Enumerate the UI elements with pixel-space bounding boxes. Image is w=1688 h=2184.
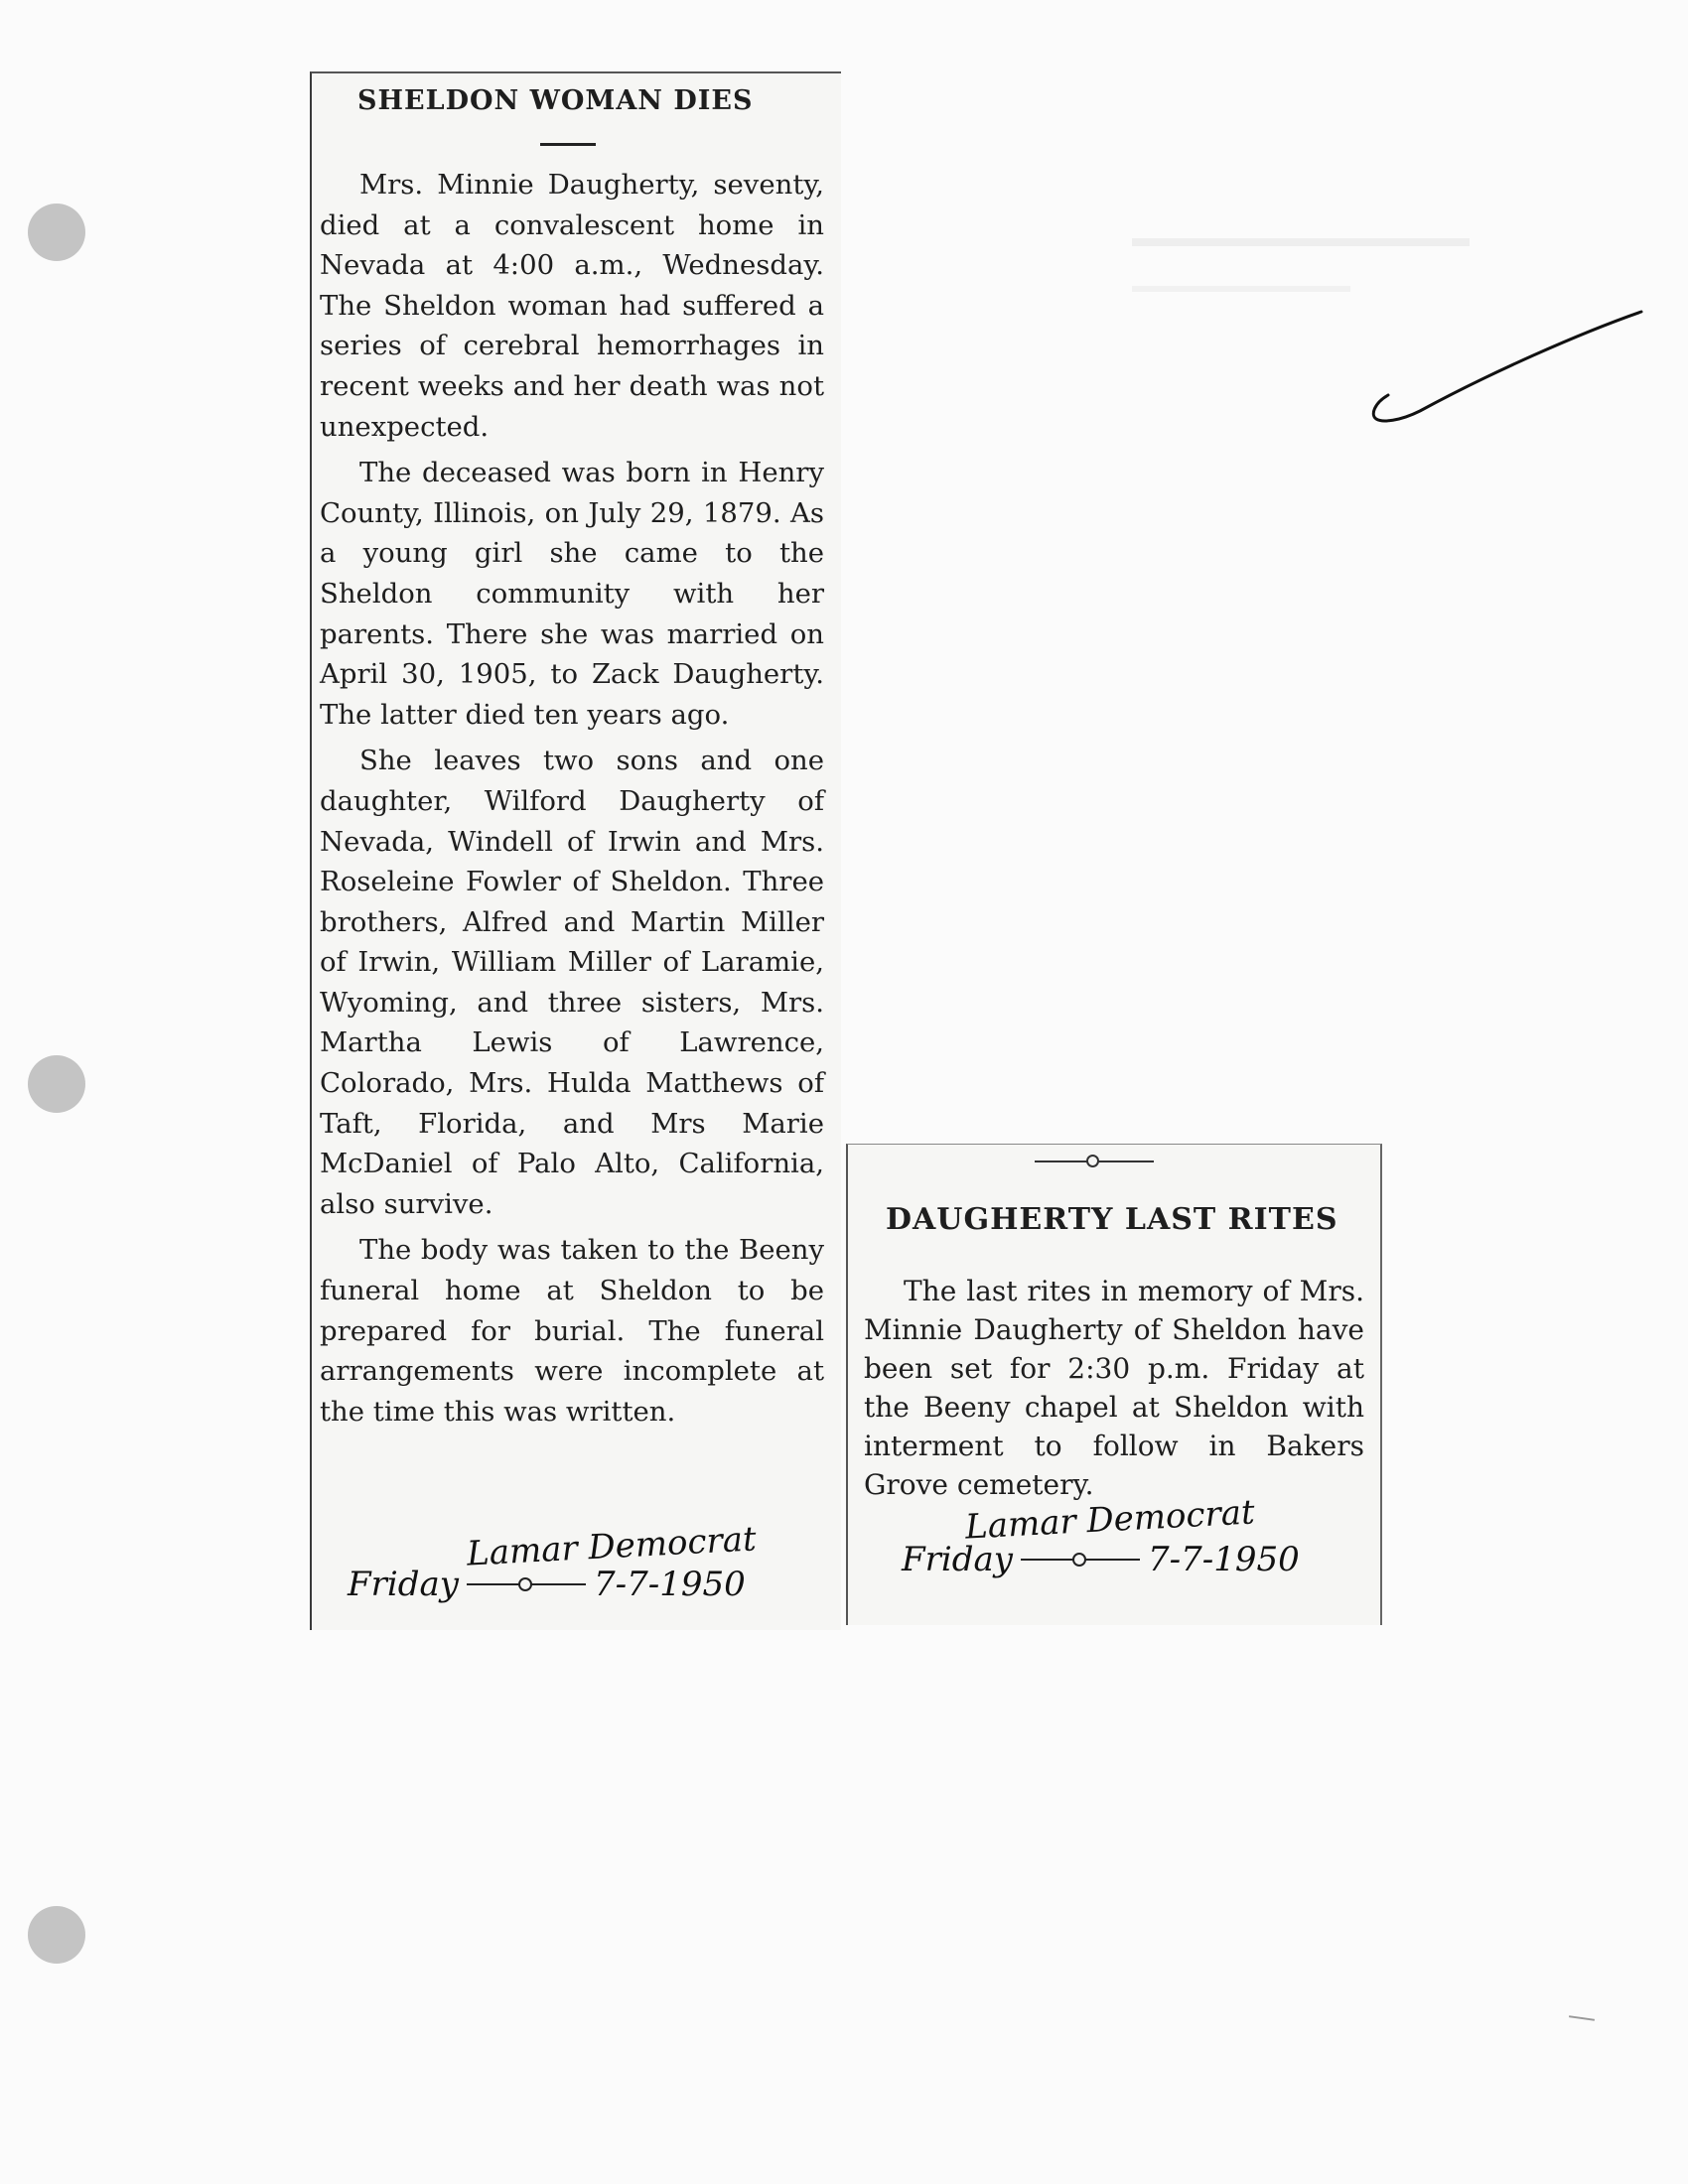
obituary-paragraph: The body was taken to the Beeny funeral home at Sheldon to be prepared for burial. The funeral arrangements were incomplete at the time this was written. bbox=[320, 1234, 824, 1428]
dash-ornament bbox=[1035, 1160, 1154, 1162]
punch-hole-bottom bbox=[28, 1906, 85, 1964]
handwritten-source: Lamar Democrat bbox=[466, 1519, 758, 1574]
obituary-headline: SHELDON WOMAN DIES bbox=[357, 85, 754, 116]
punch-hole-middle bbox=[28, 1055, 85, 1113]
handwritten-date: 7-7-1950 bbox=[593, 1565, 746, 1604]
dash-ornament bbox=[1021, 1559, 1140, 1561]
last-rites-headline: DAUGHERTY LAST RITES bbox=[886, 1202, 1338, 1237]
obituary-clipping bbox=[310, 71, 841, 1630]
handwritten-date-line bbox=[902, 1540, 1300, 1579]
handwritten-day: Friday bbox=[348, 1565, 459, 1604]
last-rites-body bbox=[864, 1272, 1364, 1510]
punch-hole-top bbox=[28, 204, 85, 261]
obituary-paragraph: The deceased was born in Henry County, Illinois, on July 29, 1879. As a young girl she came to the Sheldon community with her parents. There she was married on April 30, 1905, to Zack Daugherty. The latter died ten years ago. bbox=[320, 457, 824, 731]
handwritten-date-line bbox=[348, 1565, 746, 1604]
obituary-body bbox=[320, 165, 824, 1437]
last-rites-paragraph: The last rites in memory of Mrs. Minnie Daugherty of Sheldon have been set for 2:30 p.m. Friday at the Beeny chapel at Sheldon with interment to follow in Bakers Grove cemetery. bbox=[864, 1275, 1364, 1501]
obituary-paragraph: Mrs. Minnie Daugherty, seventy, died at a convalescent home in Nevada at 4:00 a.m., Wednesday. The Sheldon woman had suffered a series of cerebral hemorrhages in recent weeks and her death was not unexpected. bbox=[320, 169, 824, 443]
last-rites-clipping bbox=[846, 1144, 1382, 1625]
bleed-through-marks bbox=[1132, 238, 1470, 292]
handwritten-date: 7-7-1950 bbox=[1147, 1540, 1300, 1579]
handwritten-source: Lamar Democrat bbox=[964, 1492, 1256, 1548]
stray-mark bbox=[1569, 2015, 1595, 2021]
check-mark-icon bbox=[1360, 304, 1658, 433]
obituary-paragraph: She leaves two sons and one daughter, Wilford Daugherty of Nevada, Windell of Irwin and Mrs. Roseleine Fowler of Sheldon. Three brothers, Alfred and Martin Miller of Irwin, William Miller of Laramie, Wyoming, and three sisters, Mrs. Martha Lewis of Lawrence, Colorado, Mrs. Hulda Matthews of Taft, Florida, and Mrs Marie McDaniel of Palo Alto, California, also survive. bbox=[320, 745, 824, 1220]
dash-ornament bbox=[467, 1583, 586, 1585]
headline-rule bbox=[540, 143, 596, 146]
handwritten-day: Friday bbox=[902, 1540, 1013, 1579]
